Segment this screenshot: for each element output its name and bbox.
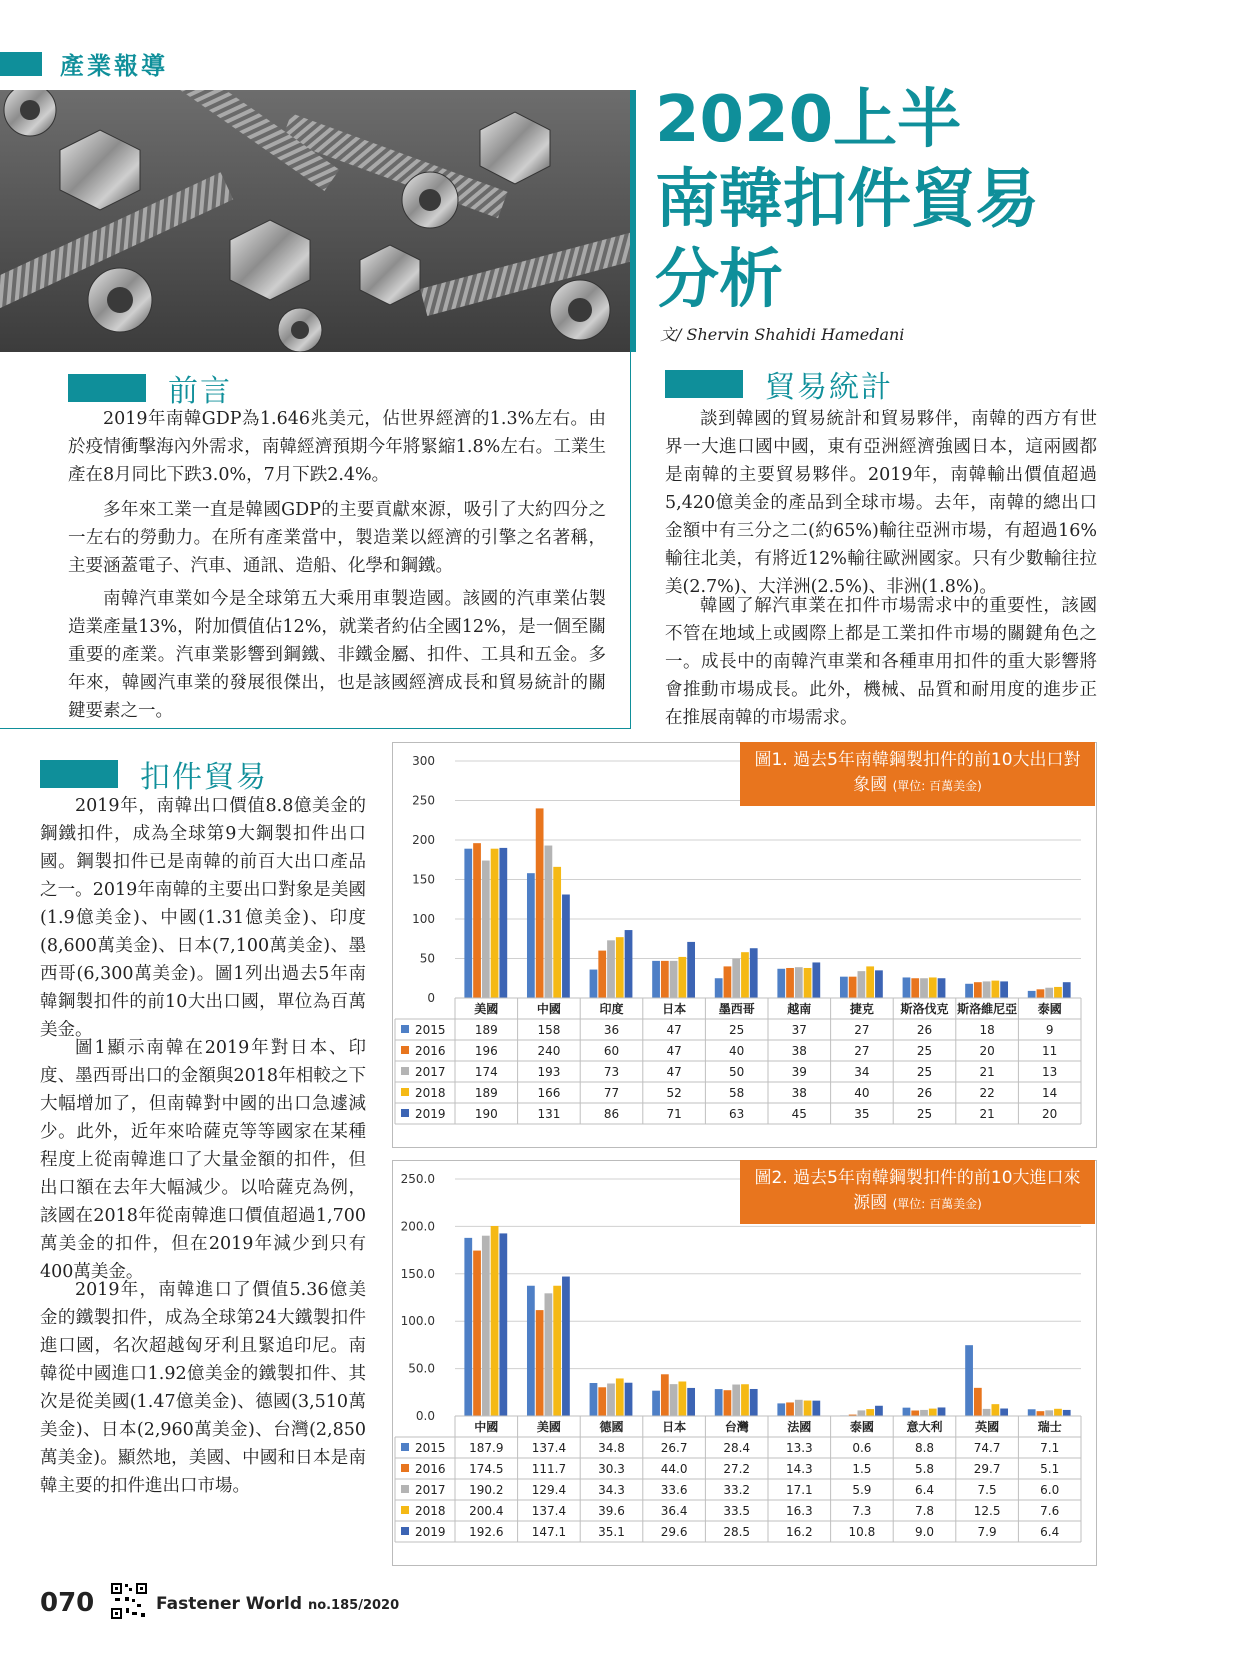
intro-heading (68, 366, 232, 410)
data-label: 147.1 (531, 1525, 567, 1539)
intro-heading-text: 前言 (168, 374, 232, 409)
data-label: 7.9 (977, 1525, 997, 1539)
legend-label: 2017 (415, 1483, 446, 1497)
bar-2019-斯洛維尼亞 (1000, 981, 1008, 998)
bar-2019-德國 (625, 1383, 633, 1416)
data-label: 190.2 (469, 1483, 504, 1497)
title-line-3: 分析 (655, 243, 783, 317)
bar-2018-中國 (553, 867, 561, 998)
fastener-paragraph-2: 圖1顯示南韓在2019年對日本、印度、墨西哥出口的金額與2018年相較之下大幅增加了，但南韓對中國的出口急遽減少。此外，近年來哈薩克等等國家在某種程度上從南韓進口了大量金額的扣件，但出口額在去年大幅減少。以哈薩克為例，該國在2018年從南韓進口價值超過1,700萬美金的扣件，但在2019年減少到只有400萬美金。 (40, 1038, 366, 1282)
data-label: 111.7 (531, 1462, 567, 1476)
bar-2019-英國 (1000, 1409, 1008, 1416)
bar-2015-斯洛伐克 (903, 977, 911, 998)
bar-2018-台灣 (741, 1384, 749, 1416)
data-label: 20 (1042, 1107, 1058, 1121)
category-label: 捷克 (849, 1002, 874, 1016)
bar-2015-美國 (464, 849, 472, 998)
section-label-bar (0, 52, 42, 76)
bar-2019-法國 (812, 1401, 820, 1416)
data-label: 16.3 (785, 1504, 813, 1518)
data-label: 14 (1042, 1086, 1058, 1100)
y-tick-label: 150 (412, 872, 435, 887)
data-label: 39 (791, 1065, 807, 1079)
bar-2019-中國 (499, 1233, 507, 1416)
bar-2017-瑞士 (1045, 1410, 1053, 1416)
category-label: 美國 (474, 1002, 499, 1016)
bar-2018-德國 (616, 1378, 624, 1416)
heading-marker (40, 760, 118, 788)
y-tick-label: 50 (419, 951, 435, 966)
legend-label: 2015 (415, 1023, 446, 1037)
data-label: 58 (729, 1086, 745, 1100)
category-label: 台灣 (724, 1420, 749, 1434)
bar-2017-法國 (795, 1400, 803, 1416)
bar-2019-日本 (687, 1388, 695, 1416)
data-label: 129.4 (531, 1483, 567, 1497)
legend-label: 2016 (415, 1462, 446, 1476)
category-label: 德國 (599, 1420, 624, 1434)
bar-2019-美國 (562, 1277, 570, 1416)
bar-2017-日本 (670, 961, 678, 998)
data-label: 190 (474, 1107, 498, 1121)
data-label: 73 (603, 1065, 620, 1079)
category-label: 中國 (474, 1420, 499, 1434)
bar-2015-德國 (590, 1383, 598, 1416)
data-label: 6.4 (914, 1483, 935, 1497)
bar-2016-泰國 (1037, 989, 1045, 998)
data-label: 36 (603, 1023, 620, 1037)
data-label: 11 (1042, 1044, 1058, 1058)
bar-2016-法國 (786, 1402, 794, 1416)
bar-2018-法國 (804, 1401, 812, 1416)
legend-swatch-2019 (401, 1109, 409, 1117)
bar-2016-中國 (473, 1251, 481, 1416)
bar-2017-墨西哥 (732, 959, 740, 999)
data-label: 21 (979, 1065, 995, 1079)
data-label: 7.3 (852, 1504, 872, 1518)
data-label: 18 (979, 1023, 995, 1037)
bar-2016-越南 (786, 968, 794, 998)
category-label: 泰國 (849, 1420, 874, 1434)
data-label: 77 (603, 1086, 620, 1100)
intro-paragraph-1: 2019年南韓GDP為1.646兆美元，佔世界經濟的1.3%左右。由於疫情衝擊海內外需求，南韓經濟預期今年將緊縮1.8%左右。工業生產在8月同比下跌3.0%，7月下跌2.4%。 (68, 409, 606, 485)
data-label: 37 (791, 1023, 807, 1037)
bar-2019-墨西哥 (750, 948, 758, 998)
bar-2015-越南 (777, 969, 785, 998)
bar-2019-台灣 (750, 1389, 758, 1416)
bar-2019-泰國 (1063, 982, 1071, 998)
bar-2019-泰國 (875, 1406, 883, 1416)
data-label: 5.1 (1040, 1462, 1060, 1476)
data-label: 34.3 (598, 1483, 625, 1497)
bar-2016-墨西哥 (724, 966, 732, 998)
bar-2015-日本 (652, 1391, 660, 1416)
heading-marker (68, 374, 146, 402)
legend-swatch-2017 (401, 1485, 409, 1493)
y-tick-label: 100 (412, 912, 435, 926)
bar-2015-瑞士 (1028, 1409, 1036, 1416)
fastener-trade-heading (40, 752, 268, 796)
bar-2018-泰國 (1054, 987, 1062, 998)
bar-2018-斯洛維尼亞 (991, 981, 999, 998)
data-label: 50 (729, 1065, 745, 1079)
legend-label: 2019 (415, 1107, 446, 1121)
fastener-paragraph-1: 2019年，南韓出口價值8.8億美金的鋼鐵扣件，成為全球第9大鋼製扣件出口國。鋼製扣件已是南韓的前百大出口產品之一。2019年南韓的主要出口對象是美國(1.9億美金)、中國(1.31億美金)、印度(8,600萬美金)、日本(7,100萬美金)、墨西哥(6,300萬美金)。圖1列出過去5年南韓鋼製扣件的前10大出口國，單位為百萬美金。 (40, 796, 366, 1040)
data-label: 21 (979, 1107, 995, 1121)
data-label: 6.0 (1040, 1483, 1060, 1497)
data-label: 131 (537, 1107, 561, 1121)
bar-2019-越南 (812, 962, 820, 998)
category-label: 日本 (662, 1002, 687, 1016)
data-label: 137.4 (531, 1441, 567, 1455)
article-title (655, 80, 1039, 320)
category-label: 法國 (787, 1420, 812, 1434)
category-label: 瑞士 (1037, 1420, 1062, 1434)
trade-stats-paragraph-2: 韓國了解汽車業在扣件市場需求中的重要性，該國不管在地域上或國際上都是工業扣件市場的關鍵角色之一。成長中的南韓汽車業和各種車用扣件的重大影響將會推動市場成長。此外，機械、品質和耐用度的進步正在推展南韓的市場需求。 (665, 596, 1097, 728)
chart-2-title (740, 1160, 1095, 1224)
bar-2017-越南 (795, 967, 803, 998)
data-label: 7.8 (914, 1504, 935, 1518)
bar-2016-斯洛伐克 (911, 978, 919, 998)
bar-2015-英國 (965, 1345, 973, 1416)
chart-2-unit: (單位: 百萬美金) (892, 1197, 982, 1211)
chart-1-title-text: 圖1. 過去5年南韓鋼製扣件的前10大出口對象國 (754, 750, 1081, 795)
category-label: 中國 (536, 1002, 561, 1016)
category-label: 美國 (536, 1420, 561, 1434)
y-tick-label: 100.0 (400, 1314, 435, 1329)
bar-2017-斯洛伐克 (920, 978, 928, 998)
bar-2017-捷克 (858, 971, 866, 998)
legend-swatch-2016 (401, 1464, 409, 1472)
data-label: 74.7 (973, 1441, 1001, 1455)
data-label: 6.4 (1040, 1525, 1060, 1539)
data-label: 13 (1042, 1065, 1058, 1079)
data-label: 33.5 (723, 1504, 751, 1518)
bar-2018-斯洛伐克 (929, 977, 937, 998)
data-label: 52 (666, 1086, 682, 1100)
bar-2015-美國 (527, 1286, 535, 1416)
data-label: 25 (916, 1065, 933, 1079)
bar-2016-英國 (974, 1388, 982, 1416)
bar-2018-美國 (491, 849, 499, 998)
bar-2019-斯洛伐克 (938, 978, 946, 998)
data-label: 27 (854, 1044, 870, 1058)
data-label: 40 (854, 1086, 870, 1100)
bar-2015-台灣 (715, 1389, 723, 1416)
data-label: 12.5 (973, 1504, 1001, 1518)
bar-2018-墨西哥 (741, 952, 749, 998)
bar-2016-日本 (661, 1374, 669, 1416)
bar-2018-瑞士 (1054, 1409, 1062, 1416)
data-label: 35.1 (598, 1525, 625, 1539)
legend-swatch-2015 (401, 1443, 409, 1451)
data-label: 28.5 (723, 1525, 751, 1539)
data-label: 158 (537, 1023, 561, 1037)
bar-2018-日本 (678, 1381, 686, 1416)
bar-2017-日本 (670, 1384, 678, 1416)
magazine-issue: no.185/2020 (307, 1598, 400, 1613)
bar-2018-美國 (553, 1286, 561, 1416)
fastener-trade-heading-text: 扣件貿易 (140, 760, 268, 795)
data-label: 10.8 (848, 1525, 876, 1539)
chart-1-unit: (單位: 百萬美金) (892, 779, 982, 793)
data-label: 166 (537, 1086, 561, 1100)
bar-2015-印度 (590, 970, 598, 998)
data-label: 174.5 (469, 1462, 504, 1476)
bar-2017-泰國 (1045, 988, 1053, 998)
bar-2016-美國 (536, 1310, 544, 1416)
section-label: 產業報導 (60, 52, 168, 80)
legend-label: 2015 (415, 1441, 446, 1455)
footer-magazine (156, 1594, 399, 1614)
bar-2015-法國 (777, 1403, 785, 1416)
data-label: 26 (916, 1023, 933, 1037)
category-label: 意大利 (906, 1420, 943, 1434)
title-line-1: 2020上半 (655, 83, 962, 157)
bar-2015-日本 (652, 961, 660, 998)
data-label: 33.2 (723, 1483, 751, 1497)
bar-2016-美國 (473, 843, 481, 998)
data-label: 40 (729, 1044, 745, 1058)
data-label: 187.9 (469, 1441, 504, 1455)
trade-stats-heading-text: 貿易統計 (765, 370, 893, 405)
legend-label: 2016 (415, 1044, 446, 1058)
magazine-name: Fastener World (156, 1594, 303, 1614)
y-tick-label: 0.0 (415, 1409, 435, 1423)
legend-label: 2018 (415, 1086, 446, 1100)
bar-2018-泰國 (866, 1409, 874, 1416)
y-tick-label: 150.0 (400, 1266, 435, 1281)
data-label: 7.5 (977, 1483, 997, 1497)
legend-swatch-2017 (401, 1067, 409, 1075)
bar-2016-台灣 (724, 1390, 732, 1416)
bar-2018-印度 (616, 937, 624, 998)
bar-2015-泰國 (1028, 991, 1036, 998)
data-label: 1.5 (852, 1462, 872, 1476)
data-label: 192.6 (469, 1525, 504, 1539)
category-label: 斯洛伐克 (900, 1002, 949, 1016)
author-byline: 文/ Shervin Shahidi Hamedani (660, 325, 905, 344)
data-label: 47 (666, 1023, 682, 1037)
legend-swatch-2019 (401, 1527, 409, 1535)
legend-swatch-2018 (401, 1506, 409, 1514)
data-label: 47 (666, 1044, 682, 1058)
page-number: 070 (40, 1588, 95, 1618)
bar-2019-意大利 (938, 1407, 946, 1416)
data-label: 36.4 (660, 1504, 688, 1518)
bar-2016-斯洛維尼亞 (974, 982, 982, 998)
y-tick-label: 0 (427, 991, 435, 1005)
chart-2-title-text: 圖2. 過去5年南韓鋼製扣件的前10大進口來源國 (754, 1168, 1081, 1213)
data-label: 20 (979, 1044, 995, 1058)
bar-2019-捷克 (875, 970, 883, 998)
data-label: 26.7 (660, 1441, 688, 1455)
data-label: 189 (474, 1023, 498, 1037)
bar-2017-意大利 (920, 1410, 928, 1416)
category-label: 斯洛維尼亞 (957, 1002, 1018, 1016)
data-label: 7.6 (1040, 1504, 1060, 1518)
data-label: 35 (854, 1107, 870, 1121)
bar-2017-中國 (545, 846, 553, 998)
data-label: 25 (916, 1107, 933, 1121)
bar-2019-中國 (562, 895, 570, 998)
legend-label: 2018 (415, 1504, 446, 1518)
bar-2017-斯洛維尼亞 (983, 981, 991, 998)
data-label: 47 (666, 1065, 682, 1079)
bar-2017-印度 (607, 940, 615, 998)
bar-2017-泰國 (858, 1410, 866, 1416)
bar-2015-斯洛維尼亞 (965, 984, 973, 998)
legend-swatch-2018 (401, 1088, 409, 1096)
data-label: 38 (791, 1086, 807, 1100)
y-tick-label: 200.0 (400, 1219, 435, 1234)
y-tick-label: 250.0 (400, 1172, 435, 1186)
bar-2015-意大利 (903, 1408, 911, 1416)
bar-2018-意大利 (929, 1409, 937, 1416)
intro-paragraph-3: 南韓汽車業如今是全球第五大乘用車製造國。該國的汽車業佔製造業產量13%，附加價值佔12%，就業者約佔全國12%，是一個至關重要的產業。汽車業影響到鋼鐵、非鐵金屬、扣件、工具和五金。多年來，韓國汽車業的發展很傑出，也是該國經濟成長和貿易統計的關鍵要素之一。 (68, 589, 606, 721)
data-label: 27.2 (723, 1462, 751, 1476)
legend-swatch-2015 (401, 1025, 409, 1033)
data-label: 27 (854, 1023, 870, 1037)
bar-2017-美國 (482, 861, 490, 998)
bar-2016-印度 (598, 951, 606, 998)
data-label: 39.6 (598, 1504, 625, 1518)
bar-2017-中國 (482, 1236, 490, 1416)
bar-2016-捷克 (849, 977, 857, 998)
data-label: 240 (537, 1044, 561, 1058)
data-label: 30.3 (598, 1462, 625, 1476)
bar-2018-越南 (804, 968, 812, 998)
data-label: 8.8 (914, 1441, 935, 1455)
legend-label: 2017 (415, 1065, 446, 1079)
data-label: 33.6 (660, 1483, 688, 1497)
data-label: 45 (791, 1107, 807, 1121)
category-label: 日本 (662, 1420, 687, 1434)
data-label: 193 (537, 1065, 561, 1079)
bar-2015-捷克 (840, 977, 848, 998)
bar-2015-中國 (464, 1238, 472, 1416)
heading-marker (665, 370, 743, 398)
qr-code (110, 1582, 148, 1620)
legend-label: 2019 (415, 1525, 446, 1539)
bar-2015-墨西哥 (715, 978, 723, 998)
data-label: 34.8 (598, 1441, 625, 1455)
category-label: 泰國 (1037, 1002, 1062, 1016)
data-label: 5.9 (852, 1483, 872, 1497)
bar-2017-美國 (545, 1293, 553, 1416)
legend-swatch-2016 (401, 1046, 409, 1054)
data-label: 196 (474, 1044, 498, 1058)
bar-2016-瑞士 (1037, 1411, 1045, 1416)
data-label: 9.0 (914, 1525, 935, 1539)
data-label: 189 (474, 1086, 498, 1100)
category-label: 越南 (787, 1002, 812, 1016)
data-label: 63 (729, 1107, 745, 1121)
category-label: 墨西哥 (718, 1002, 755, 1016)
bar-2017-德國 (607, 1383, 615, 1416)
data-label: 28.4 (723, 1441, 751, 1455)
category-label: 英國 (975, 1420, 1000, 1434)
data-label: 7.1 (1040, 1441, 1060, 1455)
bar-2019-美國 (499, 848, 507, 998)
data-label: 60 (603, 1044, 620, 1058)
y-tick-label: 300 (412, 754, 435, 768)
bar-2017-台灣 (732, 1385, 740, 1416)
data-label: 44.0 (660, 1462, 688, 1476)
bar-2016-德國 (598, 1387, 606, 1416)
data-label: 174 (474, 1065, 498, 1079)
bar-2016-意大利 (911, 1411, 919, 1416)
hero-image (0, 90, 630, 352)
fasteners-photo (0, 90, 630, 352)
data-label: 13.3 (785, 1441, 813, 1455)
bar-2018-中國 (491, 1226, 499, 1416)
bar-2019-日本 (687, 942, 695, 998)
data-label: 0.6 (852, 1441, 872, 1455)
category-label: 印度 (599, 1002, 624, 1016)
data-label: 71 (666, 1107, 682, 1121)
bar-2018-日本 (678, 957, 686, 998)
y-tick-label: 50.0 (408, 1361, 435, 1376)
title-line-2: 南韓扣件貿易 (655, 163, 1039, 237)
y-tick-label: 200 (412, 833, 435, 847)
bar-2016-日本 (661, 961, 669, 998)
bar-2018-捷克 (866, 966, 874, 998)
bar-2016-中國 (536, 808, 544, 998)
data-label: 86 (603, 1107, 620, 1121)
data-label: 5.8 (914, 1462, 935, 1476)
trade-stats-paragraph-1: 談到韓國的貿易統計和貿易夥伴，南韓的西方有世界一大進口國中國，東有亞洲經濟強國日本，這兩國都是南韓的主要貿易夥伴。2019年，南韓輸出價值超過5,420億美金的產品到全球市場。去年，南韓的總出口金額中有三分之二(約65%)輸往亞洲市場，有超過16%輸往北美，有將近12%輸往歐洲國家。只有少數輸往拉美(2.7%)、大洋洲(2.5%)、非洲(1.8%)。 (665, 409, 1097, 597)
data-label: 25 (916, 1044, 933, 1058)
data-label: 17.1 (785, 1483, 813, 1497)
data-label: 25 (729, 1023, 745, 1037)
qr-code-icon (110, 1582, 148, 1620)
data-label: 34 (854, 1065, 870, 1079)
data-label: 26 (916, 1086, 933, 1100)
data-label: 29.7 (973, 1462, 1001, 1476)
fastener-paragraph-3: 2019年，南韓進口了價值5.36億美金的鐵製扣件，成為全球第24大鐵製扣件進口國，名次超越匈牙利且緊追印尼。南韓從中國進口1.92億美金的鐵製扣件、其次是從美國(1.47億美金)、德國(3,510萬美金)、日本(2,960萬美金)、台灣(2,850萬美金)。顯然地，美國、中國和日本是南韓主要的扣件進出口市場。 (40, 1280, 366, 1496)
data-label: 38 (791, 1044, 807, 1058)
chart-1-title (740, 742, 1095, 806)
data-label: 14.3 (785, 1462, 813, 1476)
y-tick-label: 250 (412, 793, 435, 808)
bar-2019-瑞士 (1063, 1410, 1071, 1416)
bar-2015-中國 (527, 873, 535, 998)
trade-stats-heading (665, 362, 893, 406)
data-label: 137.4 (531, 1504, 567, 1518)
hero-accent-bar (630, 90, 636, 352)
intro-paragraph-2: 多年來工業一直是韓國GDP的主要貢獻來源，吸引了大約四分之一左右的勞動力。在所有產業當中，製造業以經濟的引擎之名著稱，主要涵蓋電子、汽車、通訊、造船、化學和鋼鐵。 (68, 500, 606, 576)
data-label: 22 (979, 1086, 995, 1100)
data-label: 200.4 (469, 1504, 504, 1518)
bar-2018-英國 (991, 1404, 999, 1416)
bar-2019-印度 (625, 930, 633, 998)
data-label: 9 (1045, 1023, 1054, 1037)
data-label: 29.6 (660, 1525, 688, 1539)
data-label: 16.2 (785, 1525, 813, 1539)
bar-2017-英國 (983, 1409, 991, 1416)
